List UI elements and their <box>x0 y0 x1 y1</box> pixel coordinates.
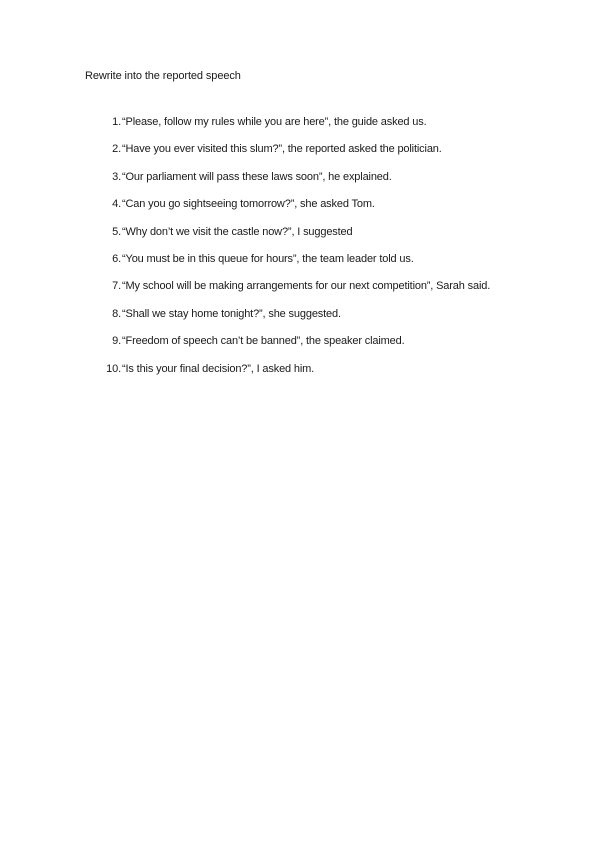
item-number: 1. <box>112 116 121 128</box>
exercise-item <box>96 280 576 307</box>
item-number: 2. <box>112 143 121 156</box>
item-text: “Is this your final decision?”, I asked him. <box>122 362 315 375</box>
item-number: 3. <box>112 170 121 183</box>
exercise-item <box>96 363 576 390</box>
item-text: “My school will be making arrangements for our next competition”, Sarah said. <box>122 280 491 293</box>
item-number: 10. <box>106 362 121 375</box>
item-number: 8. <box>112 307 121 320</box>
item-number: 6. <box>112 252 121 265</box>
exercise-item <box>96 198 576 225</box>
exercise-item <box>96 143 576 170</box>
exercise-item <box>96 308 576 335</box>
item-text: “Shall we stay home tonight?”, she suggested. <box>122 307 341 320</box>
item-text: “Why don’t we visit the castle now?”, I suggested <box>122 225 353 238</box>
item-text: “Our parliament will pass these laws soon”, he explained. <box>122 170 392 183</box>
item-text: “You must be in this queue for hours”, the team leader told us. <box>122 252 414 265</box>
exercise-item <box>96 171 576 198</box>
item-text: “Have you ever visited this slum?”, the reported asked the politician. <box>122 143 442 156</box>
item-number: 4. <box>112 198 121 211</box>
item-text: “Please, follow my rules while you are here”, the guide asked us. <box>122 116 427 128</box>
exercise-item <box>96 335 576 362</box>
item-number: 9. <box>112 335 121 348</box>
exercise-heading: Rewrite into the reported speech <box>85 70 241 82</box>
item-number: 7. <box>112 280 121 293</box>
exercise-item <box>96 116 576 143</box>
exercise-list <box>96 116 576 390</box>
exercise-item <box>96 226 576 253</box>
item-text: “Can you go sightseeing tomorrow?”, she asked Tom. <box>122 198 375 211</box>
item-text: “Freedom of speech can’t be banned”, the speaker claimed. <box>122 335 405 348</box>
item-number: 5. <box>112 225 121 238</box>
exercise-item <box>96 253 576 280</box>
